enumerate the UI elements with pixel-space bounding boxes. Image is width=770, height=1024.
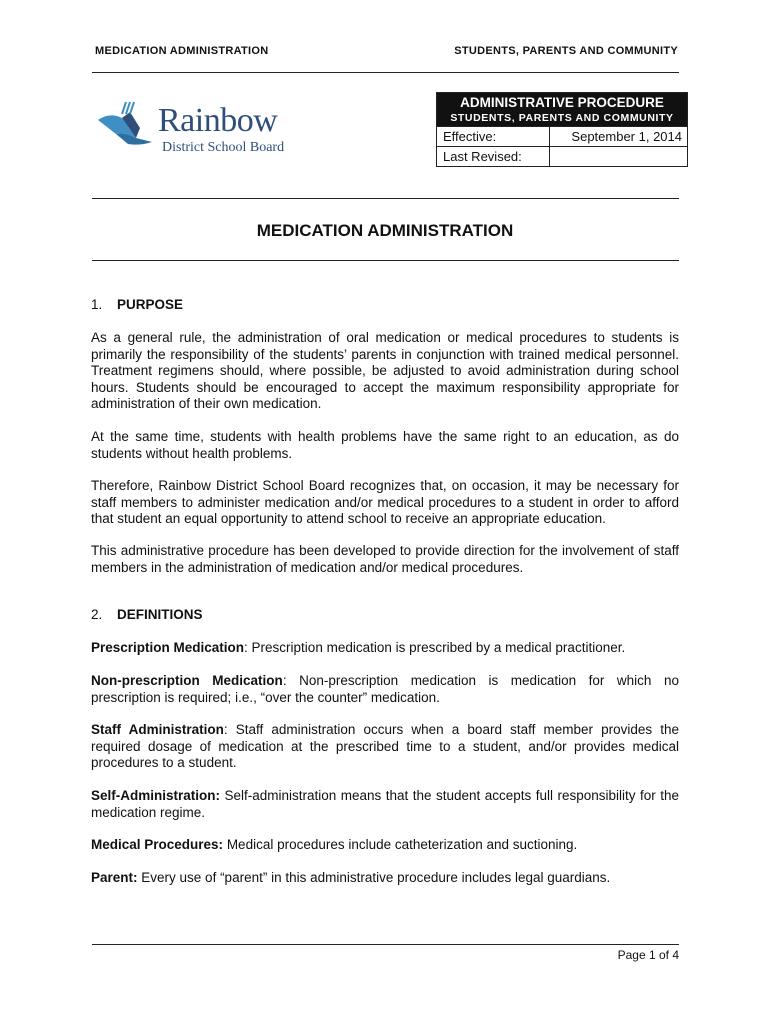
definition-item: Prescription Medication: Prescription medication is prescribed by a medical practitioner. [91, 640, 626, 655]
footer-rule [92, 944, 679, 945]
logo-subtitle: District School Board [162, 140, 285, 155]
definition-term: Medical Procedures: [91, 837, 224, 852]
definition-item [91, 870, 679, 887]
title-rule-bottom [92, 260, 679, 261]
procedure-info-box [436, 92, 688, 167]
section-definitions-heading [91, 607, 203, 622]
definition-item: Non-prescription Medication: Non-prescription medication is medication for which no prescription is required; i.e., “over the counter” medication. [91, 673, 679, 705]
purpose-paragraph-3: Therefore, Rainbow District School Board recognizes that, on occasion, it may be necessary for staff members to administer medication and/or medical procedures to a student in order to afford that student an equal opportunity to attend school to receive an appropriate education. [91, 478, 679, 526]
title-rule-top [92, 198, 679, 199]
procedure-box-subtitle: STUDENTS, PARENTS AND COMMUNITY [437, 112, 687, 126]
purpose-paragraph-4: This administrative procedure has been developed to provide direction for the involvement of staff members in the administration of medication and/or medical procedures. [91, 543, 679, 575]
definition-text: Self-administration means that the student accepts full responsibility for the medication regime. [91, 788, 679, 820]
effective-value: September 1, 2014 [571, 129, 682, 144]
definition-text: Non-prescription medication is medication for which no prescription is required; i.e., “over the counter” medication. [91, 673, 679, 705]
definition-item: Staff Administration: Staff administration occurs when a board staff member provides the required dosage of medication at the prescribed time to a student, and/or provides medical procedures to a student. [91, 722, 679, 770]
definition-text: Every use of “parent” in this administrative procedure includes legal guardians. [141, 870, 611, 885]
header-right: STUDENTS, PARENTS AND COMMUNITY [454, 45, 678, 57]
section-title: PURPOSE [117, 297, 184, 312]
section-number: 2. [91, 607, 103, 622]
section-number: 1. [91, 297, 103, 312]
definition-text: Medical procedures include catheterization and suctioning. [226, 837, 578, 852]
definition-term: Self-Administration: [91, 788, 221, 803]
section-purpose-heading [91, 297, 183, 312]
logo-name: Rainbow [158, 102, 278, 139]
effective-row [437, 126, 687, 146]
rainbow-logo [96, 98, 316, 160]
rainbow-logo-icon [96, 98, 158, 160]
procedure-box-title: ADMINISTRATIVE PROCEDURE [437, 93, 687, 112]
page-number: Page 1 of 4 [617, 948, 679, 962]
header-left: MEDICATION ADMINISTRATION [95, 45, 269, 57]
revised-value [550, 147, 687, 166]
definition-text: Staff administration occurs when a board staff member provides the required dosage of medication at the prescribed time to a student, and/or provides medical procedures to a student. [91, 722, 679, 770]
definition-text: Prescription medication is prescribed by a medical practitioner. [251, 640, 626, 655]
definition-term: Staff Administration [91, 722, 224, 737]
definition-term: Prescription Medication [91, 640, 245, 655]
page-title: MEDICATION ADMINISTRATION [256, 221, 514, 240]
section-title: DEFINITIONS [117, 607, 203, 622]
revised-label: Last Revised: [437, 147, 550, 166]
header-rule [92, 72, 679, 73]
revised-row [437, 146, 687, 166]
definition-term: Parent: [91, 870, 138, 885]
definition-item [91, 788, 679, 821]
definition-item [91, 837, 679, 854]
purpose-paragraph-1: As a general rule, the administration of oral medication or medical procedures to students is primarily the responsibility of the students’ parents in conjunction with trained medical personnel. Treatment regimens should, where possible, be adjusted to avoid administration during school hours. Students should be encouraged to accept the maximum responsibility appropriate for administration of their own medication. [91, 330, 679, 411]
purpose-paragraph-2: At the same time, students with health problems have the same right to an education, as do students without health problems. [91, 429, 679, 461]
definition-term: Non-prescription Medication [91, 673, 283, 688]
effective-label: Effective: [437, 127, 550, 146]
